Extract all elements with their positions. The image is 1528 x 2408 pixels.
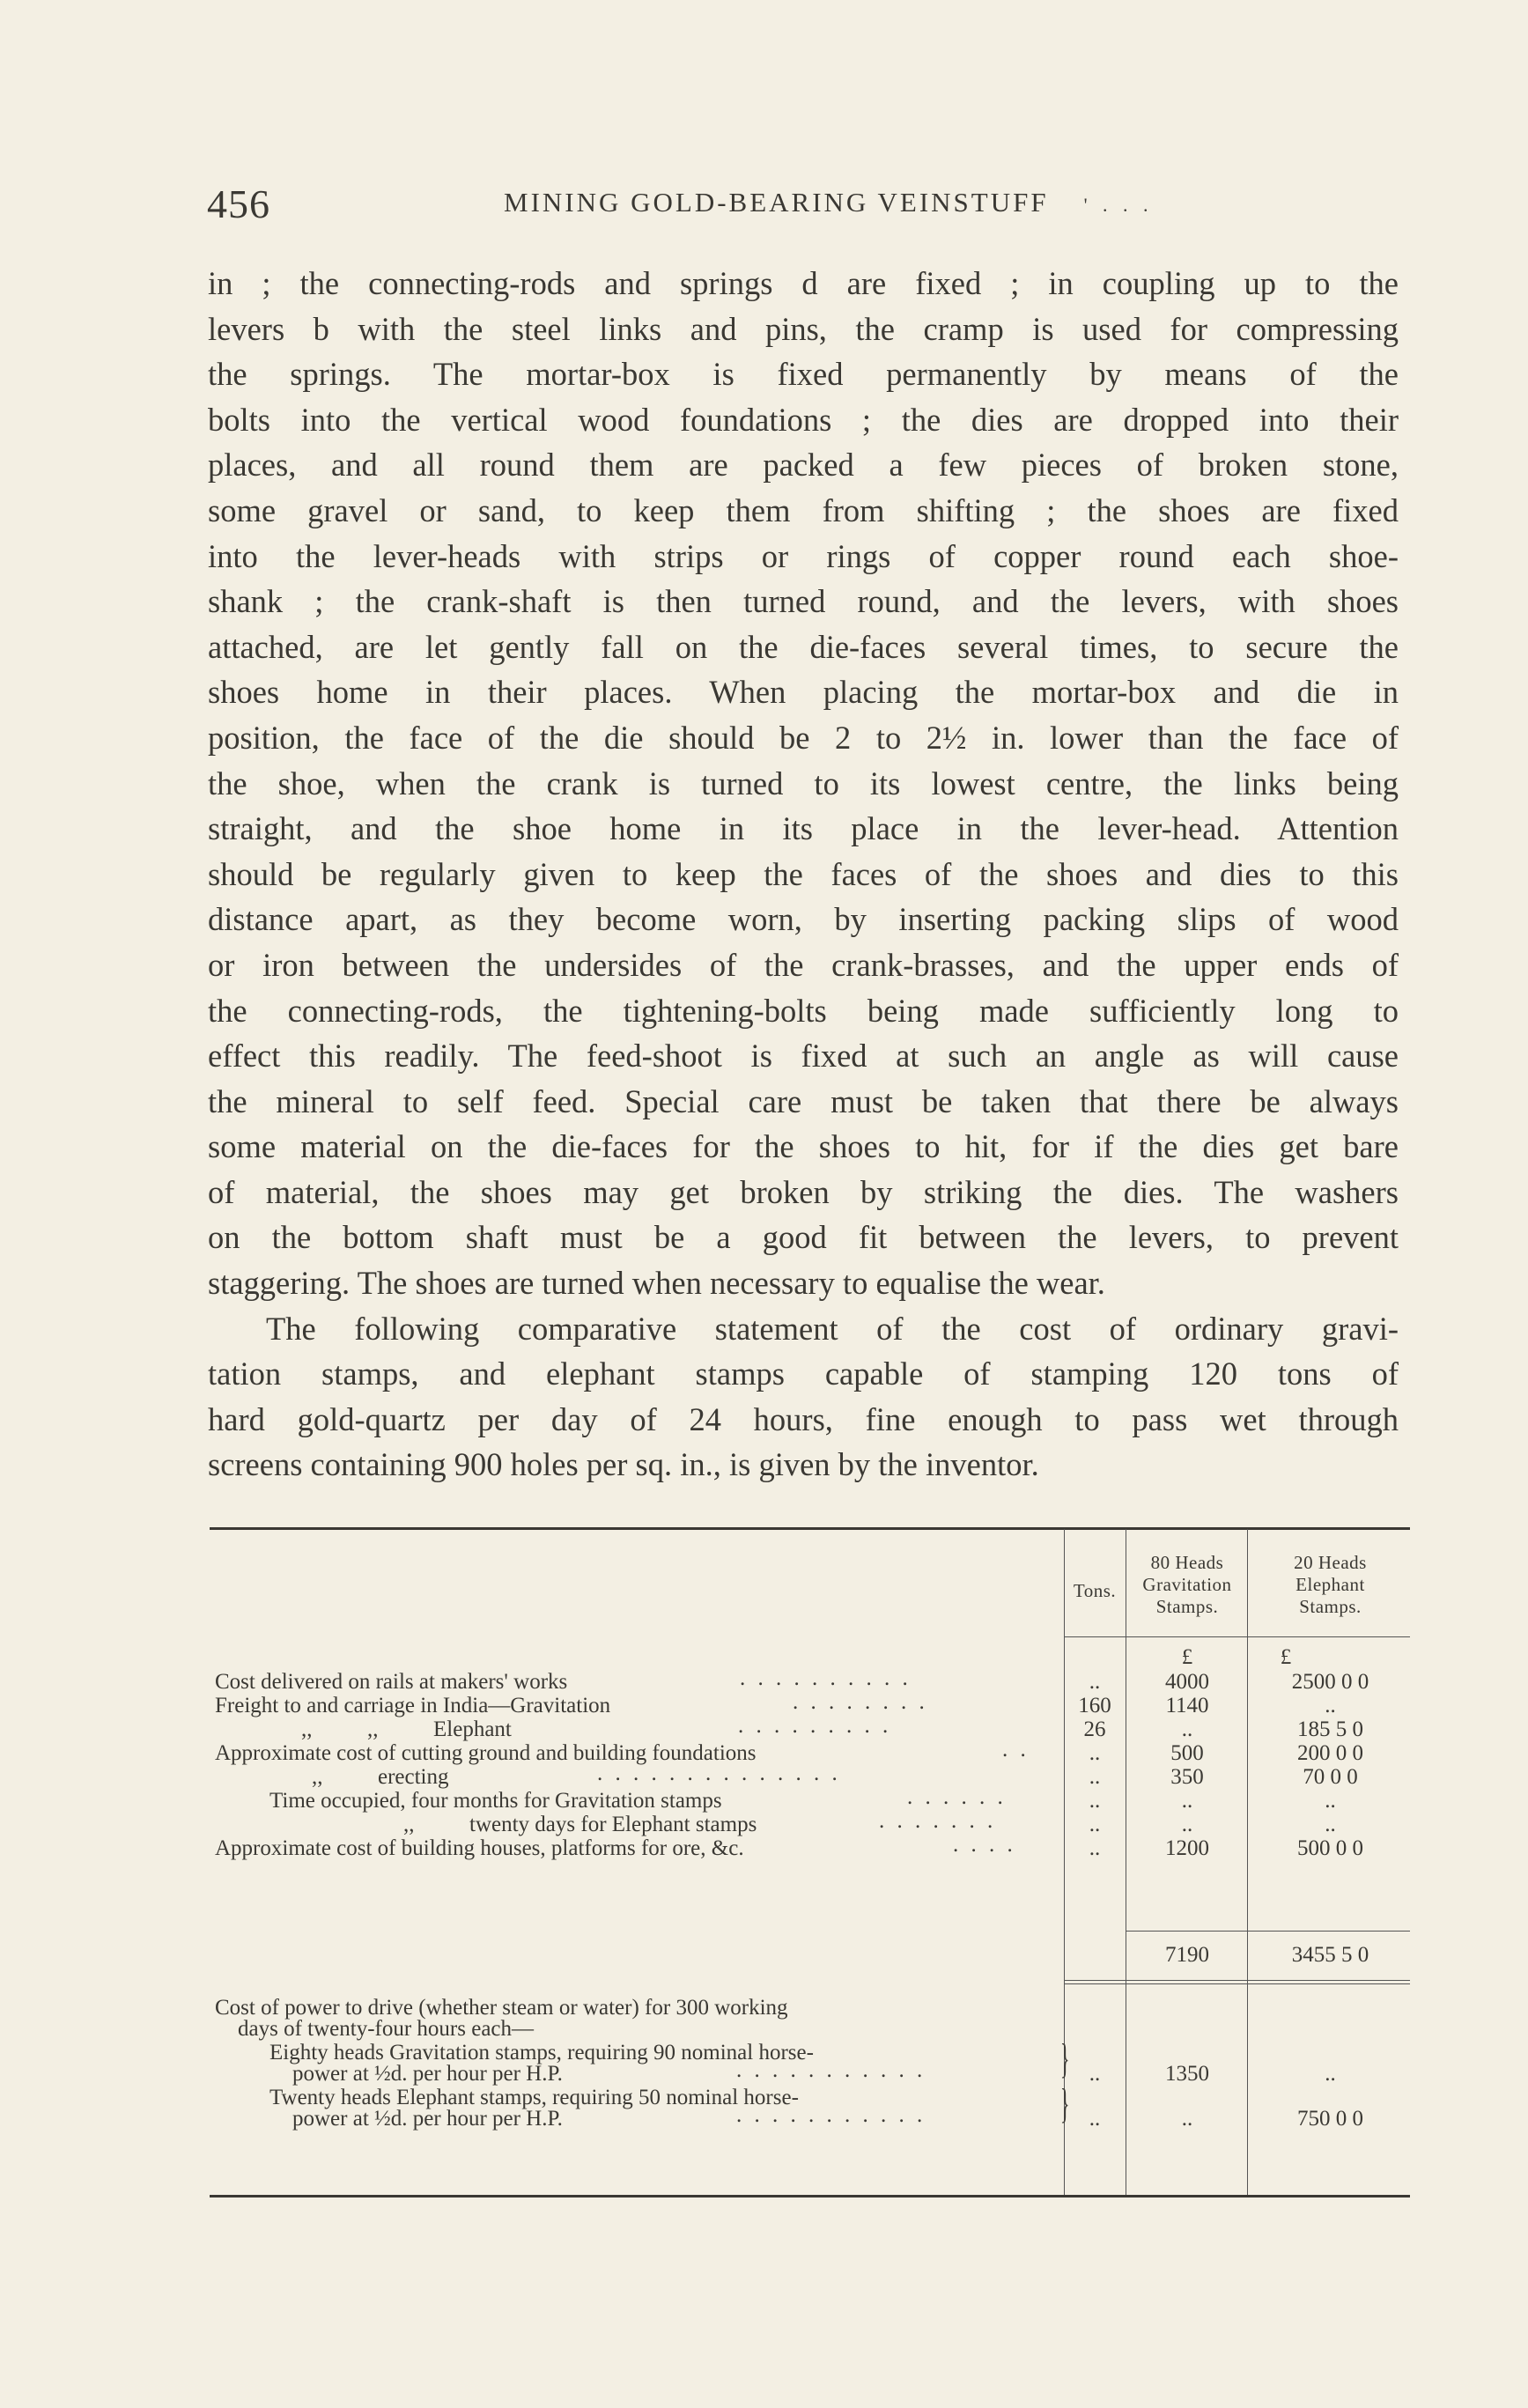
- header-line: Stamps.: [1155, 1596, 1219, 1617]
- leader-dots: . . . . . . . . . .: [740, 1666, 912, 1690]
- header-line: Stamps.: [1299, 1596, 1362, 1617]
- body-line-text: The following comparative statement of the cost of ordinary gravi-: [266, 1310, 1399, 1347]
- header-line: 20 Heads: [1294, 1552, 1367, 1573]
- elephant-cell: ..: [1325, 1789, 1336, 1813]
- elephant-cell: 2500 0 0: [1291, 1670, 1369, 1694]
- power-item-row: [210, 2103, 1410, 2131]
- elephant-cell: 200 0 0: [1297, 1741, 1363, 1765]
- row-label: Cost delivered on rails at makers' works: [215, 1670, 568, 1694]
- body-line: shank ; the crank-shaft is then turned round, and the levers, with shoes: [208, 583, 1399, 620]
- total-rule: [1064, 1983, 1410, 1984]
- leader-dots: . .: [1002, 1738, 1030, 1762]
- leader-dots: . . . . . . . . . . .: [736, 2058, 926, 2082]
- table-row: [210, 1714, 1410, 1742]
- gravitation-cell: ..: [1181, 1813, 1193, 1836]
- row-label: Time occupied, four months for Gravitation stamps: [269, 1789, 722, 1813]
- row-label: ,, erecting: [312, 1765, 449, 1789]
- tons-cell: 160: [1078, 1694, 1111, 1717]
- body-line: the connecting-rods, the tightening-bolts being made sufficiently long to: [208, 992, 1399, 1029]
- currency-symbol: £: [1280, 1645, 1292, 1669]
- gravitation-total: 7190: [1165, 1943, 1209, 1967]
- gravitation-cell: 1350: [1165, 2062, 1209, 2086]
- body-line: shoes home in their places. When placing the mortar-box and die in: [208, 674, 1399, 711]
- header-rule: [1064, 1636, 1410, 1637]
- power-item-row: [210, 2058, 1410, 2087]
- body-line: the shoe, when the crank is turned to its lowest centre, the links being: [208, 765, 1399, 801]
- tons-cell: ..: [1089, 1813, 1101, 1836]
- body-line: should be regularly given to keep the faces of the shoes and dies to this: [208, 855, 1399, 892]
- gravitation-cell: 1140: [1165, 1694, 1209, 1717]
- brace-mark: }: [1060, 2080, 1070, 2127]
- header-line: 80 Heads: [1150, 1552, 1224, 1573]
- body-line: the mineral to self feed. Special care must be taken that there be always: [208, 1082, 1399, 1119]
- body-line: the springs. The mortar-box is fixed permanently by means of the: [208, 356, 1399, 393]
- power-intro-text: Cost of power to drive (whether steam or water) for 300 working: [215, 1996, 788, 2020]
- table-top-rule: [210, 1527, 1410, 1530]
- gravitation-cell: ..: [1181, 1717, 1193, 1741]
- header-line: Elephant: [1295, 1574, 1365, 1595]
- brace-mark: }: [1060, 2035, 1070, 2082]
- gravitation-cell: 350: [1170, 1765, 1204, 1789]
- cost-table: [210, 1522, 1410, 2202]
- body-line: effect this readily. The feed-shoot is fixed at such an angle as will cause: [208, 1038, 1399, 1075]
- header-line: Gravitation: [1142, 1574, 1232, 1595]
- row-label: Approximate cost of building houses, platforms for ore, &c.: [215, 1836, 744, 1860]
- row-label: ,, twenty days for Elephant stamps: [403, 1813, 757, 1836]
- power-item-text: power at ½d. per hour per H.P.: [292, 2062, 563, 2086]
- gravitation-cell: 1200: [1165, 1836, 1209, 1860]
- total-rule: [1064, 1980, 1410, 1981]
- tons-cell: ..: [1089, 1670, 1101, 1694]
- header-gravitation: [1129, 1552, 1245, 1618]
- gravitation-cell: ..: [1181, 1789, 1193, 1813]
- tons-cell: ..: [1089, 2062, 1101, 2086]
- body-line: bolts into the vertical wood foundations ; the dies are dropped into their: [208, 401, 1399, 438]
- body-line: places, and all round them are packed a few pieces of broken stone,: [208, 447, 1399, 484]
- gravitation-cell: 500: [1170, 1741, 1204, 1765]
- body-line: attached, are let gently fall on the die-faces several times, to secure the: [208, 628, 1399, 665]
- header-elephant: [1251, 1552, 1410, 1618]
- tons-cell: ..: [1089, 1836, 1101, 1860]
- totals-row: [210, 1943, 1410, 1968]
- leader-dots: . . . . . .: [907, 1785, 1007, 1809]
- gravitation-cell: 4000: [1165, 1670, 1209, 1694]
- body-line: staggering. The shoes are turned when necessary to equalise the wear.: [208, 1265, 1105, 1302]
- table-row: [210, 1785, 1410, 1813]
- body-line: straight, and the shoe home in its place in the lever-head. Attention: [208, 810, 1399, 847]
- header-tons: Tons.: [1073, 1580, 1117, 1601]
- elephant-cell: ..: [1325, 1813, 1336, 1836]
- power-item-text: Twenty heads Elephant stamps, requiring 50 nominal horse-: [269, 2086, 799, 2109]
- body-line: distance apart, as they become worn, by inserting packing slips of wood: [208, 901, 1399, 938]
- body-line: on the bottom shaft must be a good fit between the levers, to prevent: [208, 1219, 1399, 1256]
- currency-symbol: £: [1181, 1645, 1193, 1669]
- elephant-cell: 750 0 0: [1297, 2107, 1363, 2131]
- tons-cell: ..: [1089, 1741, 1101, 1765]
- power-item-text: power at ½d. per hour per H.P.: [292, 2107, 563, 2131]
- running-head-mark: ' . . .: [1083, 194, 1154, 216]
- body-line: of material, the shoes may get broken by striking the dies. The washers: [208, 1173, 1399, 1210]
- leader-dots: . . . . . . . . . . .: [736, 2103, 926, 2127]
- tons-cell: ..: [1089, 1765, 1101, 1789]
- page-number: 456: [207, 181, 270, 226]
- table-row: [210, 1762, 1410, 1790]
- body-line: into the lever-heads with strips or rings of copper round each shoe-: [208, 537, 1399, 574]
- power-intro-line: [210, 2017, 1055, 2042]
- leader-dots: . . . . . . .: [879, 1809, 997, 1833]
- body-line: some material on the die-faces for the shoes to hit, for if the dies get bare: [208, 1128, 1399, 1165]
- leader-dots: . . . .: [953, 1833, 1016, 1857]
- subtotal-rule: [1126, 1931, 1410, 1932]
- power-intro-text: days of twenty-four hours each—: [238, 2017, 535, 2041]
- body-line: levers b with the steel links and pins, the cramp is used for compressing: [208, 310, 1399, 347]
- table-row: [210, 1809, 1410, 1837]
- body-line: or iron between the undersides of the crank-brasses, and the upper ends of: [208, 946, 1399, 983]
- leader-dots: . . . . . . . . .: [738, 1714, 892, 1738]
- elephant-total: 3455 5 0: [1291, 1943, 1369, 1967]
- leader-dots: . . . . . . . . . . . . . .: [597, 1762, 841, 1785]
- gravitation-cell: ..: [1181, 2107, 1193, 2131]
- tons-cell: 26: [1083, 1717, 1106, 1741]
- table-bottom-rule: [210, 2195, 1410, 2197]
- row-label: Freight to and carriage in India—Gravitation: [215, 1694, 611, 1717]
- leader-dots: . . . . . . . .: [793, 1690, 928, 1714]
- body-line-indented: [208, 1306, 1399, 1352]
- elephant-cell: 185 5 0: [1297, 1717, 1363, 1741]
- tons-cell: ..: [1089, 2107, 1101, 2131]
- table-row: [210, 1833, 1410, 1861]
- body-line: some gravel or sand, to keep them from shifting ; the shoes are fixed: [208, 491, 1399, 528]
- elephant-cell: ..: [1325, 2062, 1336, 2086]
- column-divider: [1247, 1529, 1248, 2195]
- elephant-cell: ..: [1325, 1694, 1336, 1717]
- running-title: MINING GOLD-BEARING VEINSTUFF: [504, 187, 1049, 218]
- body-line: in ; the connecting-rods and springs d are fixed ; in coupling up to the: [208, 265, 1399, 301]
- elephant-cell: 70 0 0: [1303, 1765, 1358, 1789]
- body-line: tation stamps, and elephant stamps capable of stamping 120 tons of: [208, 1355, 1399, 1392]
- row-label: Approximate cost of cutting ground and building foundations: [215, 1741, 757, 1765]
- running-head: [504, 187, 1154, 218]
- power-item-text: Eighty heads Gravitation stamps, requiring 90 nominal horse-: [269, 2041, 814, 2065]
- tons-cell: ..: [1089, 1789, 1101, 1813]
- row-label: ,, ,, Elephant: [301, 1717, 512, 1741]
- body-line: screens containing 900 holes per sq. in., is given by the inventor.: [208, 1446, 1039, 1483]
- elephant-cell: 500 0 0: [1297, 1836, 1363, 1860]
- body-line: hard gold-quartz per day of 24 hours, fine enough to pass wet through: [208, 1400, 1399, 1437]
- body-line: position, the face of the die should be 2 to 2½ in. lower than the face of: [208, 719, 1399, 756]
- body-text: [208, 261, 1399, 1488]
